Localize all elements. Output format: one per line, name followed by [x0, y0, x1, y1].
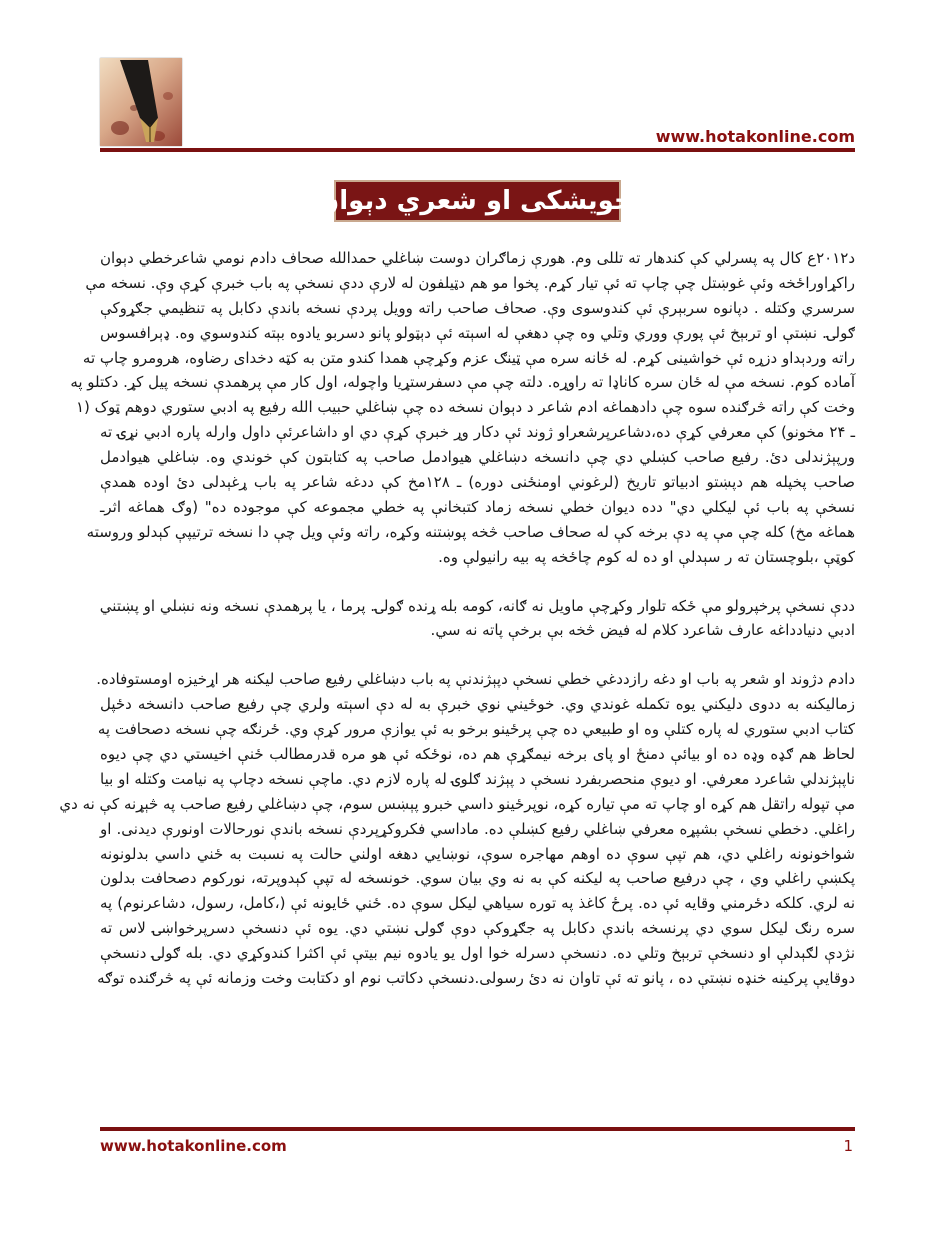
- text-line: ادبي دنیادداغه عارف شاعرد کلام له فیض څخه بې برخې پاته نه سي.: [430, 621, 855, 640]
- text-line: آماده کوم. نسخه مې له ځان سره کاناډا ته راوړه. دلته چې مې دسفرستړیا واچوله، اول کار مې پرهمدې نسخه پیل کړ. دکتلو په: [70, 373, 855, 392]
- text-line: راکړاوراځخه وئې غوښتل چې چاپ ته ئې تیار کړم. پخوا مو هم دټیلفون له لارې ددې نسخې په باب خبرې کړې وې. نسخه مې: [85, 273, 855, 292]
- header-website-url[interactable]: www.hotakonline.com: [655, 127, 855, 146]
- paragraph: [59, 667, 855, 991]
- text-line: سره رنګ لیکل سوي دي پرنسخه باندې دکابل په جګړوکې دوې ګولۍ نښتي دي. یوه ئې دنسخې دسرپرخواښۍ لاس ته: [100, 919, 855, 938]
- text-line: دادم دژوند او شعر په باب او دغه رازددغي خطي نسخې دپېژندنې په باب دښاغلي رفیع صاحب لیکنه هر اړخیزه اومستوفاده.: [96, 670, 855, 689]
- footer-divider: [100, 1127, 855, 1131]
- text-line: پکښې راغلي وي ، چې درفیع صاحب په لیکنه کې به نه وي بیان سوي. خونسخه له تپې کېدوپرته، نورکوم دصحافت بدلون: [100, 869, 855, 888]
- text-line: ـ ۲۴ مخونو) کې معرفي کړې ده،دشاعرپرشعراو ژوند ئې دکار وړ خبرې کړې دي او داشاعرئې داول وارله پاره ادبي نړۍ ته: [100, 423, 855, 442]
- text-line: نژدې لګېدلې او دنسخې تربېخ وتلي ده. دنسخې دسرله خوا اول یو یادوه نیم بیتې ئې اکثرا کندوکړي دي. بله ګولۍ دنسخې: [100, 944, 855, 963]
- text-line: صاحب پخپله هم دپښتو ادبیاتو تاریخ (لرغوني اومنځنی دوره) ـ ۱۲۸مخ کې ددغه شاعر په باب ړغېدلی دئ اوده همدې: [100, 473, 855, 492]
- fountain-pen-icon: [100, 58, 182, 146]
- article-body: [59, 246, 855, 991]
- header-divider: [100, 148, 855, 152]
- paragraph-gap: [100, 570, 855, 594]
- text-line: زمالیکنه به ددوی دلیکني یوه تکمله غوندي وي. خوځیني نوي خبرې به له دې اسېته ولري چې رفیع صاحب دانسخه دځپل: [100, 695, 855, 714]
- paragraph: [70, 246, 855, 570]
- text-line: نسخې په باب ئې لیکلي دي" دده دیوان خطي نسخه زماد کتبخانې په خطي مجموعه کې موجوده ده" (وګ هماغه اثرـ: [100, 497, 855, 516]
- pen-and-ink-logo: [100, 58, 182, 146]
- text-line: سرسري وکتله . دپانوه سربېرې ئې کندوسوی وې. صحاف صاحب راته وویل پردې نسخه باندې دکابل په تنظیمي جګړوکې: [100, 298, 855, 317]
- text-line: راغلي. دخطي نسخې بشپړه معرفي ښاغلي رفیع کښلې ده. ماداسي فکروکړپردې نسخه باندې نورحالات اونورې دیدنی. او: [100, 819, 855, 838]
- text-line: ورپېژندلی دئ. رفیع صاحب کښلي دي چې دانسخه دښاغلي هیوادمل صاحب په کتابتون کې خوندي وه. ښاغلي هیوادمل: [100, 448, 855, 467]
- paragraph-gap: [100, 643, 855, 667]
- text-line: مې تپوله راتقل هم کړه او چاپ ته مې تیاره کړه، نوپرځینو داسي خبرو پېښس سوم، چې دښاغلي رفیع صاحب په څېړنه کې نه دي: [59, 794, 855, 813]
- text-line: دوقایې پرکینه خنډه نښتې ده ، پانو ته ئې تاوان نه دئ رسولی.دنسخې دکاتب نوم او دکتابت وخت وزمانه ئې په څرګنده توګه: [97, 969, 855, 988]
- footer-website-url[interactable]: www.hotakonline.com: [100, 1137, 287, 1155]
- text-line: د۲۰۱۲ع کال په پسرلي کې کندهار ته تللی وم. هورې زماګران دوست ښاغلي حمدالله صحاف دادم نومي شاعرخطي دېوان: [100, 249, 855, 267]
- text-line: ددې نسخې پرخپرولو مې ځکه تلوار وکړچې ماویل نه ګانه، کومه بله ړنده ګولۍ. پرما ، یا پرهمدې نسخه ونه نښلي او پښتني: [99, 596, 855, 615]
- text-line: کوټې ،بلوچستان ته ر سېدلې او ده له کوم چاځخه په بیه رانیولې وه.: [438, 547, 855, 566]
- text-line: وخت کې راته څرګنده سوه چې دادهماغه ادم شاعر د دېوان نسخه ده چې ښاغلي حبیب الله رفیع په ادبي ستوري دوهم ټوک (۱: [75, 398, 855, 417]
- text-line: راته وردېداو دزړه ئې خواشینی کړم. له ځانه سره مې ټینګ عزم وکړچې همدا کندو متن به کټه دخدای رضاوه، هرومرو چاپ ته: [82, 348, 855, 367]
- text-line: لحاظ هم ګډه وډه ده او بیائې دمنځ او پای برخه نیمګړې هم ده، نوځکه ئې هو مره قدرمطالب ځنې اخیستي دي چې دیوه: [100, 745, 855, 764]
- text-line: کتاب ادبي ستوري له پاره کتلې وه او طبیعي ده چې پرځینو برخو به ئې یوازې مرور کړې وي. ځرنګه چې نسخه دصحافت په: [97, 720, 855, 739]
- text-line: نه لري. کلکه دځرمني وقایه ئې ده. پرځ کاغذ په توره سیاهي لیکل سوې ده. ځني ځایونه ئې (،کامل، رسول، دشاعرنوم) په: [100, 894, 855, 913]
- text-line: هماغه مخ) کله چې مې په دې برخه کې له صحاف صاحب څخه پوښتنه وکړه، راته وئې ویل چې دا نسخه ترتیپې کېدلو وروسته: [86, 522, 855, 541]
- page-number: 1: [843, 1137, 853, 1155]
- text-line: ناپېژندلي شاعرد معرفي. او دیوې منحصربفرد نسخې د پېژند ګلوۍ له پاره لازم دي. ماچې نسخه دچاپ په نیامت وکتله او بیا: [100, 769, 855, 788]
- title-banner: [271, 180, 684, 222]
- text-line: ګولۍ. نښتې او تربېخ ئې پورې ووري وتلي وه چې دهغې له اسېته ئې دېټولو پانو دسربو يادوه بېته کندوسوي وه. ډېرافسوس: [100, 323, 855, 342]
- page-title: ادم خویشکی او شعري دېوان ئې: [271, 186, 684, 216]
- text-line: شواخونونه راغلي دي، هم تپې سوې ده اوهم مهاجره سوې، نوښايي دهغه اولني حالت په نسبت به ځني داسي بدلونونه: [100, 844, 855, 863]
- paragraph: [100, 594, 855, 644]
